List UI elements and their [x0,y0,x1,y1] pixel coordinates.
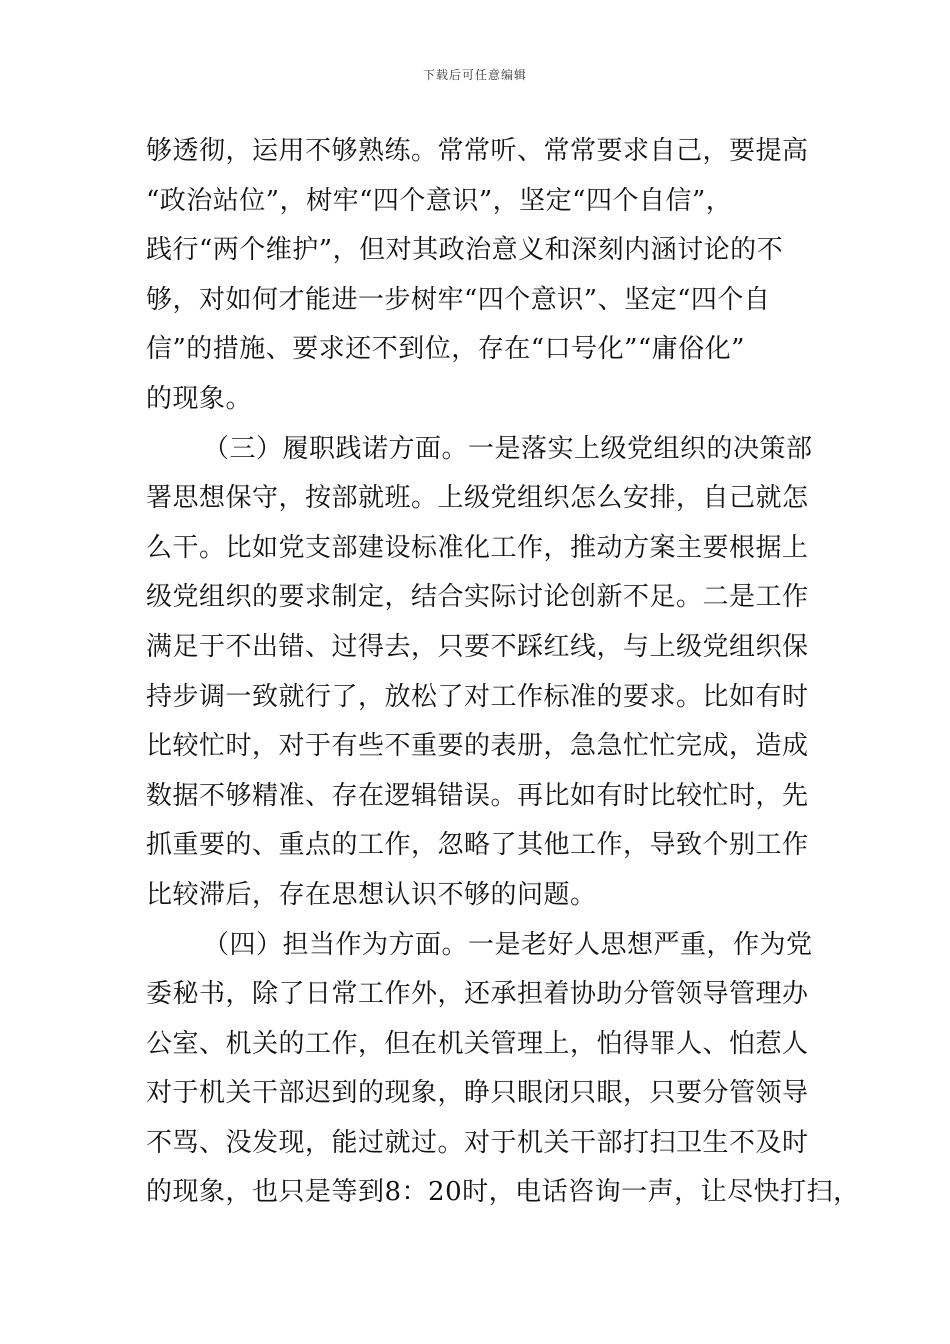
text-line: （三）履职践诺方面。一是落实上级党组织的决策部 [203,433,813,464]
page-header: 下载后可任意编辑 [422,68,527,82]
text-line: 数据不够精准、存在逻辑错误。再比如有时比较忙时，先 [146,780,809,811]
text-line: 公室、机关的工作，但在机关管理上，怕得罪人、怕惹人 [146,1028,809,1059]
text-line: 不骂、没发现，能过就过。对于机关干部打扫卫生不及时 [146,1127,809,1158]
text-line: 的现象。 [146,383,253,414]
text-line: “政治站位”，树牢“四个意识”，坚定“四个自信”， [146,185,733,216]
text-line: 信”的措施、要求还不到位，存在“口号化”“庸俗化” [146,334,745,365]
document-body [146,127,860,1218]
text-line: 够，对如何才能进一步树牢“四个意识”、坚定“四个自 [146,284,771,315]
text-line: 践行“两个维护”，但对其政治意义和深刻内涵讨论的不 [146,235,784,266]
text-line: 够透彻，运用不够熟练。常常听、常常要求自己，要提高 [146,136,809,166]
text-line: 么干。比如党支部建设标准化工作，推动方案主要根据上 [146,532,809,563]
text-line: 抓重要的、重点的工作，忽略了其他工作，导致个别工作 [146,830,809,861]
text-line: 级党组织的要求制定，结合实际讨论创新不足。二是工作 [146,582,809,613]
text-line: 持步调一致就行了，放松了对工作标准的要求。比如有时 [146,681,809,712]
text-line: 委秘书，除了日常工作外，还承担着协助分管领导管理办 [146,979,809,1010]
text-line: 比较忙时，对于有些不重要的表册，急急忙忙完成，造成 [146,731,809,762]
text-line: （四）担当作为方面。一是老好人思想严重，作为党 [203,929,813,960]
text-line: 的现象，也只是等到8：20时，电话咨询一声，让尽快打扫， [146,1177,860,1208]
text-line: 比较滞后，存在思想认识不够的问题。 [146,879,597,910]
text-line: 对于机关干部迟到的现象，睁只眼闭只眼，只要分管领导 [146,1078,809,1109]
text-line: 满足于不出错、过得去，只要不踩红线，与上级党组织保 [146,631,809,662]
text-line: 署思想保守，按部就班。上级党组织怎么安排，自己就怎 [146,483,809,514]
